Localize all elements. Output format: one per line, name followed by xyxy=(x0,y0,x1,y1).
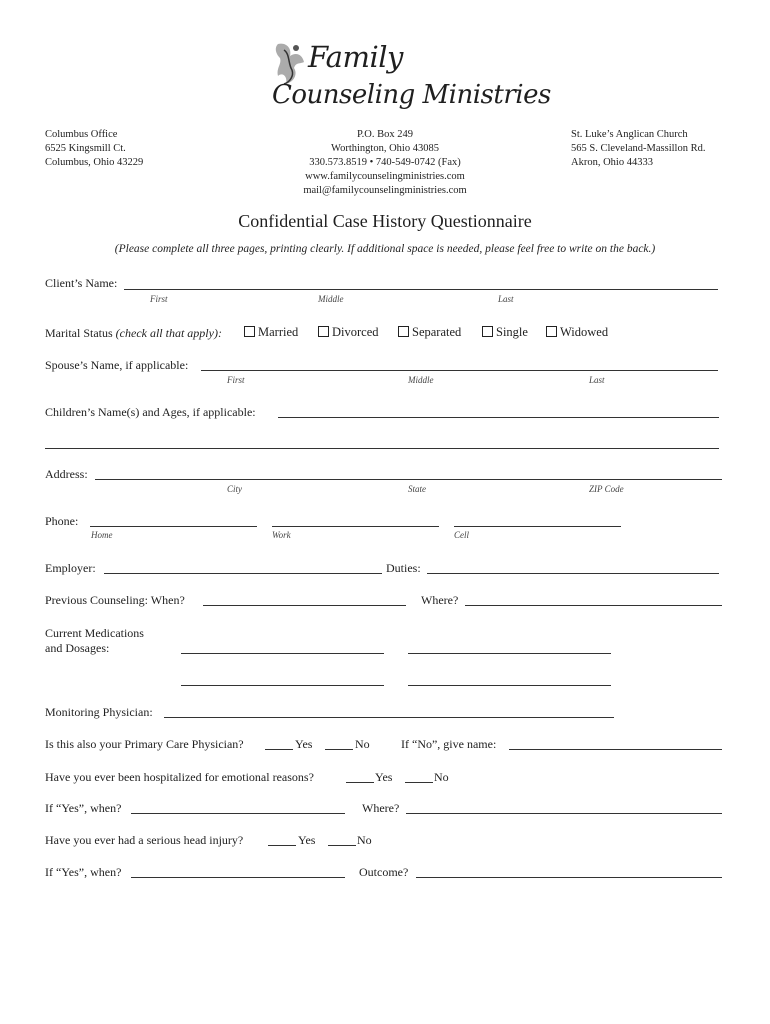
checkbox-divorced[interactable] xyxy=(318,325,379,340)
primary-care-name-field[interactable] xyxy=(509,749,722,750)
checkbox-married[interactable] xyxy=(244,325,298,340)
hosp-when-field[interactable] xyxy=(131,813,345,814)
office-center-line: Worthington, Ohio 43085 xyxy=(331,143,439,154)
phone-cell-sub: Cell xyxy=(454,530,469,540)
client-last-sub: Last xyxy=(498,294,514,304)
office-left xyxy=(45,128,143,170)
office-center-line: P.O. Box 249 xyxy=(356,129,413,140)
head-injury-no-label: No xyxy=(357,833,372,847)
children-label: Children’s Name(s) and Ages, if applicable: xyxy=(45,405,256,419)
medication-field-4[interactable] xyxy=(408,685,611,686)
option-label: Separated xyxy=(412,325,462,339)
primary-care-yes-label: Yes xyxy=(295,737,313,751)
logo-line-2: Counseling Ministries xyxy=(272,80,551,110)
hosp-when-label: If “Yes”, when? xyxy=(45,801,122,815)
monitoring-physician-field[interactable] xyxy=(164,717,614,718)
prev-counseling-where-field[interactable] xyxy=(465,605,722,606)
client-name-label: Client’s Name: xyxy=(45,276,118,290)
instructions: (Please complete all three pages, printing clearly. If additional space is needed, please feel free to write on the back.) xyxy=(114,243,656,255)
marital-status-text: Marital Status xyxy=(45,326,113,340)
spouse-name-label: Spouse’s Name, if applicable: xyxy=(45,358,189,372)
hospitalized-yes-field[interactable] xyxy=(346,782,374,783)
head-injury-label: Have you ever had a serious head injury? xyxy=(45,833,244,847)
phone-label: Phone: xyxy=(45,514,79,528)
marital-status-label xyxy=(45,326,222,341)
spouse-first-sub: First xyxy=(227,375,245,385)
medications-label-line: Current Medications xyxy=(45,626,144,640)
prev-counseling-when-field[interactable] xyxy=(203,605,406,606)
children-field-2[interactable] xyxy=(45,448,719,449)
medication-field-3[interactable] xyxy=(181,685,384,686)
duties-field[interactable] xyxy=(427,573,719,574)
spouse-last-sub: Last xyxy=(589,375,605,385)
address-zip-sub: ZIP Code xyxy=(589,484,624,494)
marital-status-hint: (check all that apply): xyxy=(115,326,222,340)
phone-home-sub: Home xyxy=(91,530,113,540)
logo-line-1: Family xyxy=(308,40,403,74)
office-right-line: 565 S. Cleveland-Massillon Rd. xyxy=(571,143,706,154)
option-label: Married xyxy=(258,325,299,339)
head-injury-yes-label: Yes xyxy=(298,833,316,847)
medication-field-1[interactable] xyxy=(181,653,384,654)
checkbox-separated[interactable] xyxy=(398,325,461,340)
medication-field-2[interactable] xyxy=(408,653,611,654)
office-center-line: mail@familycounselingministries.com xyxy=(303,185,467,196)
hospitalized-no-label: No xyxy=(434,770,449,784)
office-left-line: 6525 Kingsmill Ct. xyxy=(45,143,126,154)
phone-cell-field[interactable] xyxy=(454,526,621,527)
primary-care-if-no-label: If “No”, give name: xyxy=(401,737,497,751)
monitoring-physician-label: Monitoring Physician: xyxy=(45,705,153,719)
page-title: Confidential Case History Questionnaire xyxy=(238,211,532,231)
phone-work-sub: Work xyxy=(272,530,291,540)
option-label: Single xyxy=(496,325,528,339)
client-middle-sub: Middle xyxy=(318,294,344,304)
medications-label-line: and Dosages: xyxy=(45,641,110,655)
head-when-field[interactable] xyxy=(131,877,345,878)
address-field[interactable] xyxy=(95,479,722,480)
checkbox-icon xyxy=(244,326,255,337)
employer-label: Employer: xyxy=(45,561,96,575)
address-label: Address: xyxy=(45,467,88,481)
prev-counseling-where-label: Where? xyxy=(421,593,459,607)
checkbox-icon xyxy=(318,326,329,337)
primary-care-label: Is this also your Primary Care Physician? xyxy=(45,737,244,751)
office-right-line: Akron, Ohio 44333 xyxy=(571,157,653,168)
medications-label xyxy=(45,626,144,656)
head-injury-yes-field[interactable] xyxy=(268,845,296,846)
prev-counseling-label: Previous Counseling: When? xyxy=(45,593,185,607)
primary-care-yes-field[interactable] xyxy=(265,749,293,750)
option-label: Widowed xyxy=(560,325,609,339)
head-outcome-label: Outcome? xyxy=(359,865,409,879)
office-right-line: St. Luke’s Anglican Church xyxy=(571,129,688,140)
checkbox-icon xyxy=(398,326,409,337)
spouse-name-field[interactable] xyxy=(201,370,718,371)
hosp-where-label: Where? xyxy=(362,801,400,815)
duties-label: Duties: xyxy=(386,561,421,575)
checkbox-icon xyxy=(482,326,493,337)
client-name-field[interactable] xyxy=(124,289,718,290)
office-left-line: Columbus Office xyxy=(45,129,118,140)
primary-care-no-label: No xyxy=(355,737,370,751)
checkbox-widowed[interactable] xyxy=(546,325,608,340)
hospitalized-no-field[interactable] xyxy=(405,782,433,783)
office-center-line: 330.573.8519 • 740-549-0742 (Fax) xyxy=(309,157,461,168)
office-center-line: www.familycounselingministries.com xyxy=(305,171,465,182)
head-injury-no-field[interactable] xyxy=(328,845,356,846)
phone-work-field[interactable] xyxy=(272,526,439,527)
hosp-where-field[interactable] xyxy=(406,813,722,814)
employer-field[interactable] xyxy=(104,573,382,574)
spouse-middle-sub: Middle xyxy=(408,375,434,385)
address-state-sub: State xyxy=(408,484,426,494)
office-left-line: Columbus, Ohio 43229 xyxy=(45,157,144,168)
head-when-label: If “Yes”, when? xyxy=(45,865,122,879)
checkbox-icon xyxy=(546,326,557,337)
phone-home-field[interactable] xyxy=(90,526,257,527)
children-field[interactable] xyxy=(278,417,719,418)
head-outcome-field[interactable] xyxy=(416,877,722,878)
option-label: Divorced xyxy=(332,325,379,339)
checkbox-single[interactable] xyxy=(482,325,528,340)
office-right xyxy=(571,128,705,170)
address-city-sub: City xyxy=(227,484,242,494)
hospitalized-yes-label: Yes xyxy=(375,770,393,784)
hospitalized-label: Have you ever been hospitalized for emotional reasons? xyxy=(45,770,314,784)
client-first-sub: First xyxy=(150,294,168,304)
office-center xyxy=(255,128,515,198)
primary-care-no-field[interactable] xyxy=(325,749,353,750)
